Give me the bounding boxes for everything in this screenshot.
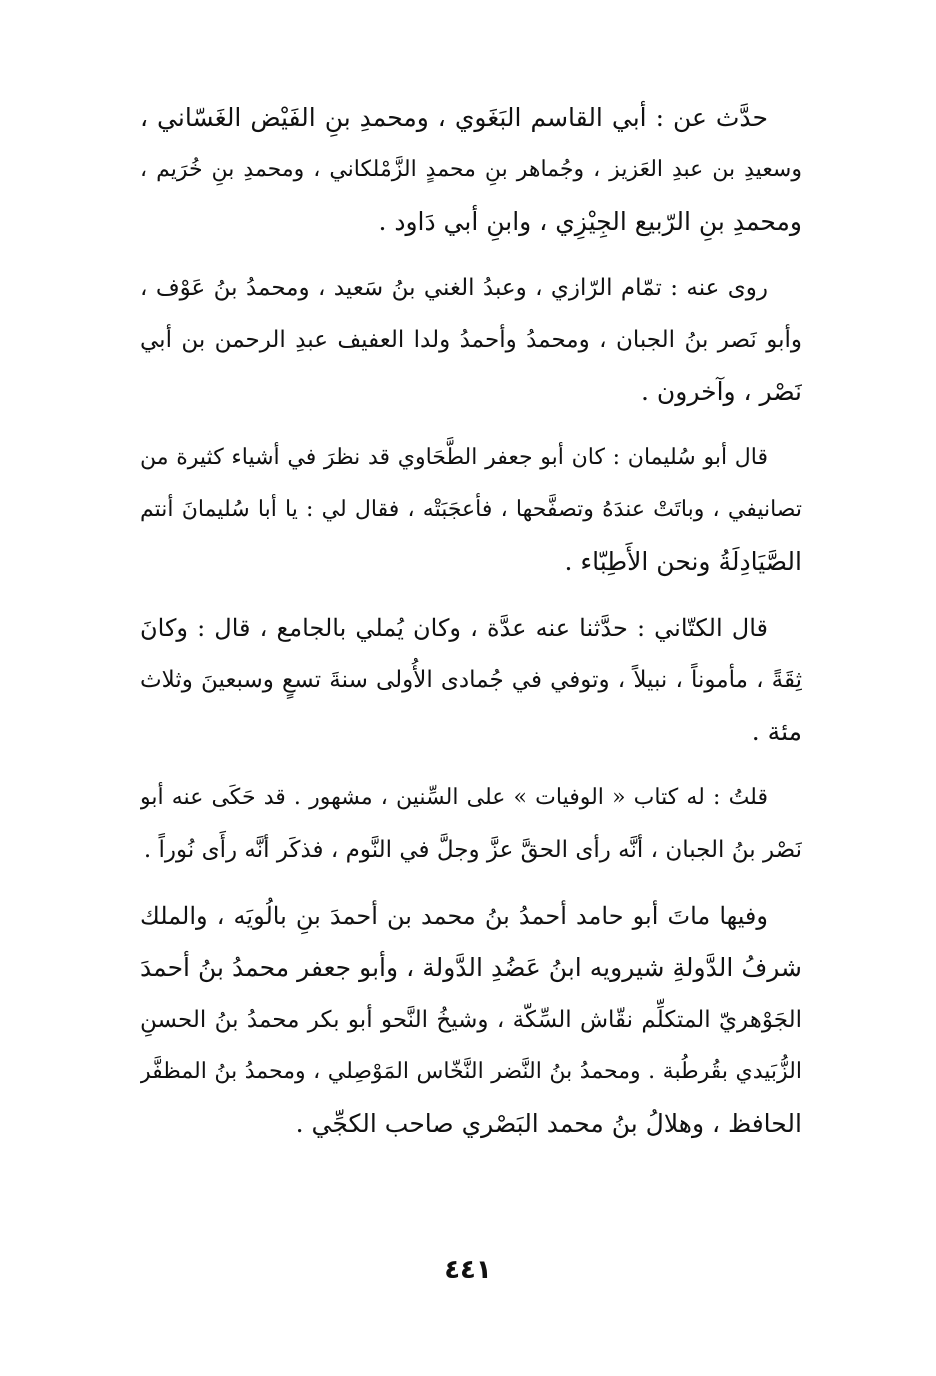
paragraph-6: [140, 890, 802, 1150]
text-line: وفيها ماتَ أبو حامد أحمدُ بنُ محمد بن أحمدَ بنِ بالُويَه ، والملك: [140, 902, 768, 930]
page-number: ٤٤١: [444, 1255, 492, 1285]
text-line: الحافظ ، وهلالُ بنُ محمد البَصْري صاحب الكجِّي .: [295, 1109, 802, 1138]
text-line: قال أبو سُليمان : كان أبو جعفر الطَّحَاوي قد نظرَ في أشياء كثيرة من: [140, 445, 768, 470]
text-line: نَصْر ، وآخرون .: [641, 377, 802, 406]
text-line: مئة .: [751, 717, 802, 746]
paragraph-5: [140, 772, 802, 876]
text-line: ثِقَةً ، مأموناً ، نبيلاً ، وتوفي في جُمادى الأُولى سنةَ تسعٍ وسبعينَ وثلاث: [140, 667, 802, 693]
text-line: وسعيدِ بن عبدِ العَزيز ، وجُماهر بنِ محمدٍ الزَّمْلكاني ، ومحمدِ بنِ خُرَيم ،: [140, 157, 802, 182]
paragraph-1: [140, 92, 802, 248]
body-text: [140, 92, 802, 1164]
text-line: تصانيفي ، وباتَتْ عندَهُ وتصفَّحها ، فأعجَبَتْه ، فقال لي : يا أبا سُليمانَ أنتم: [140, 497, 802, 522]
text-line: نَصْر بنُ الجبان ، أنَّه رأى الحقَّ عزَّ وجلَّ في النَّوم ، فذكَر أنَّه رأَى نُوراً .: [143, 837, 802, 863]
paragraph-4: [140, 602, 802, 758]
paragraph-3: [140, 432, 802, 588]
text-line: الصَّيَادِلَةُ ونحن الأَطِبّاء .: [564, 547, 802, 576]
text-line: شرفُ الدَّولةِ شيرويه ابنُ عَضُدِ الدَّولة ، وأبو جعفر محمدُ بنُ أحمدَ: [140, 953, 802, 982]
text-line: ومحمدِ بنِ الرّبيع الجِيْزِي ، وابنِ أبي دَاود .: [378, 207, 802, 236]
text-line: حدَّث عن : أبي القاسم البَغَوي ، ومحمدِ بنِ الفَيْض الغَسّاني ،: [140, 103, 768, 132]
paragraph-2: [140, 262, 802, 418]
text-line: قلتُ : له كتاب « الوفيات » على السِّنين ، مشهور . قد حَكَى عنه أبو: [140, 785, 768, 810]
text-line: قال الكتّاني : حدَّثنا عنه عدَّة ، وكان يُملي بالجامع ، قال : وكانَ: [140, 614, 768, 642]
text-line: وأبو نَصر بنُ الجبان ، ومحمدُ وأحمدُ ولدا العفيف عبدِ الرحمن بن أبي: [140, 327, 802, 353]
text-line: الزُّبَيدي بقُرطُبة . ومحمدُ بنُ النَّضر النَّخّاس المَوْصِلي ، ومحمدُ بنُ المظفَّر: [140, 1059, 802, 1084]
text-line: روى عنه : تمّام الرّازي ، وعبدُ الغني بنُ سَعيد ، ومحمدُ بنُ عَوْف ،: [140, 275, 768, 301]
text-line: الجَوْهريّ المتكلِّم نقّاش السِّكّة ، وشيخُ النَّحو أبو بكر محمدُ بنُ الحسنِ: [140, 1007, 802, 1033]
